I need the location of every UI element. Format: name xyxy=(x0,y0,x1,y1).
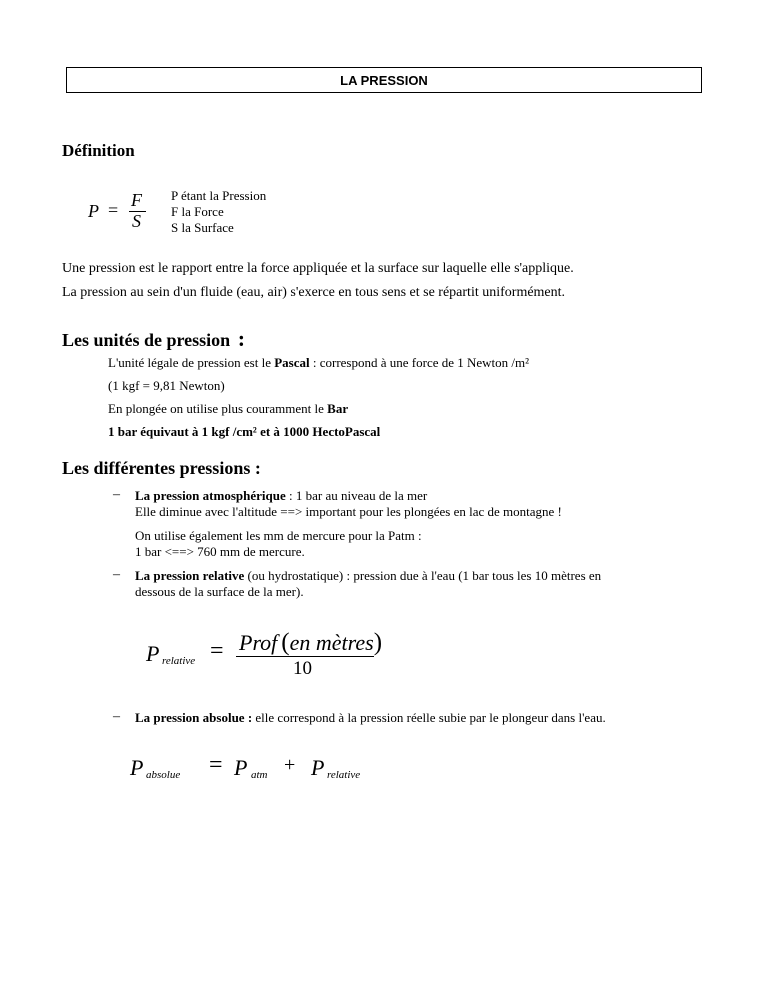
rel-num-inner: en mètres xyxy=(289,630,374,655)
legend-line: P étant la Pression xyxy=(171,188,267,203)
definition-paragraph-1: Une pression est le rapport entre la force appliquée et la surface sur laquelle elle s'applique. xyxy=(62,261,574,276)
bar-term: Bar xyxy=(327,401,349,416)
abs-formula-p1: P xyxy=(130,755,144,780)
pascal-term: Pascal xyxy=(274,355,310,370)
formula-lhs: P xyxy=(88,201,99,221)
abs-formula-equals: = xyxy=(209,752,223,778)
atm-line-4: 1 bar <==> 760 mm de mercure. xyxy=(135,544,305,559)
atm-line-1-rest: : 1 bar au niveau de la mer xyxy=(285,488,428,503)
definition-paragraph-2: La pression au sein d'un fluide (eau, air) s'exerce en tous sens et se répartit uniformément. xyxy=(62,285,566,300)
legend-line: S la Surface xyxy=(171,220,234,235)
bullet-dash: – xyxy=(113,709,120,724)
pressures-heading: Les différentes pressions : xyxy=(62,458,261,478)
definition-heading: Définition xyxy=(62,141,135,160)
rel-formula-sub: relative xyxy=(162,655,196,667)
legend-line: F la Force xyxy=(171,204,224,219)
abs-formula-sub1: absolue xyxy=(146,769,181,781)
rel-line-2: dessous de la surface de la mer). xyxy=(135,584,304,599)
rel-line-1 xyxy=(135,568,601,584)
bullet-dash: – xyxy=(113,567,120,582)
page-title: LA PRESSION xyxy=(66,67,702,93)
units-line-4: 1 bar équivaut à 1 kgf /cm² et à 1000 HectoPascal xyxy=(108,424,381,439)
rel-num-prof: Prof xyxy=(239,630,278,655)
rel-formula-equals: = xyxy=(210,638,224,664)
units-line-2: (1 kgf = 9,81 Newton) xyxy=(108,378,225,393)
rel-term: La pression relative xyxy=(135,568,245,583)
rel-num-paren-close: ) xyxy=(373,629,383,656)
abs-formula-plus: + xyxy=(284,754,296,776)
units-line-1 xyxy=(108,355,529,371)
units-heading-colon: : xyxy=(237,326,246,351)
units-line-3-text: En plongée on utilise plus couramment le xyxy=(108,401,328,416)
rel-num-paren-open: ( xyxy=(281,629,290,656)
formula-numerator: F xyxy=(131,190,142,210)
rel-formula-fraction-bar xyxy=(236,656,374,657)
atm-line-1 xyxy=(135,488,427,504)
abs-formula-sub2: atm xyxy=(251,769,268,781)
abs-formula-p3: P xyxy=(311,755,325,780)
bullet-dash: – xyxy=(113,487,120,502)
units-heading-text: Les unités de pression xyxy=(62,330,231,350)
rel-line-1-rest: (ou hydrostatique) : pression due à l'eau (1 bar tous les 10 mètres en xyxy=(244,568,602,583)
units-line-1-text: L'unité légale de pression est le xyxy=(108,355,275,370)
units-line-3 xyxy=(108,401,348,417)
atm-line-2: Elle diminue avec l'altitude ==> important pour les plongées en lac de montagne ! xyxy=(135,504,562,519)
abs-line-1 xyxy=(135,710,606,726)
rel-formula-p: P xyxy=(146,641,160,666)
formula-equals: = xyxy=(108,200,119,220)
units-heading xyxy=(62,326,245,352)
atm-term: La pression atmosphérique xyxy=(135,488,286,503)
atm-line-3: On utilise également les mm de mercure pour la Patm : xyxy=(135,528,422,543)
rel-formula-numerator xyxy=(239,629,382,657)
abs-formula-sub3: relative xyxy=(327,769,361,781)
rel-formula-denominator: 10 xyxy=(293,658,312,679)
formula-denominator: S xyxy=(132,211,141,231)
abs-term: La pression absolue : xyxy=(135,710,253,725)
abs-formula-p2: P xyxy=(234,755,248,780)
units-line-1-rest: : correspond à une force de 1 Newton /m² xyxy=(309,355,530,370)
abs-line-1-rest: elle correspond à la pression réelle subie par le plongeur dans l'eau. xyxy=(252,710,606,725)
